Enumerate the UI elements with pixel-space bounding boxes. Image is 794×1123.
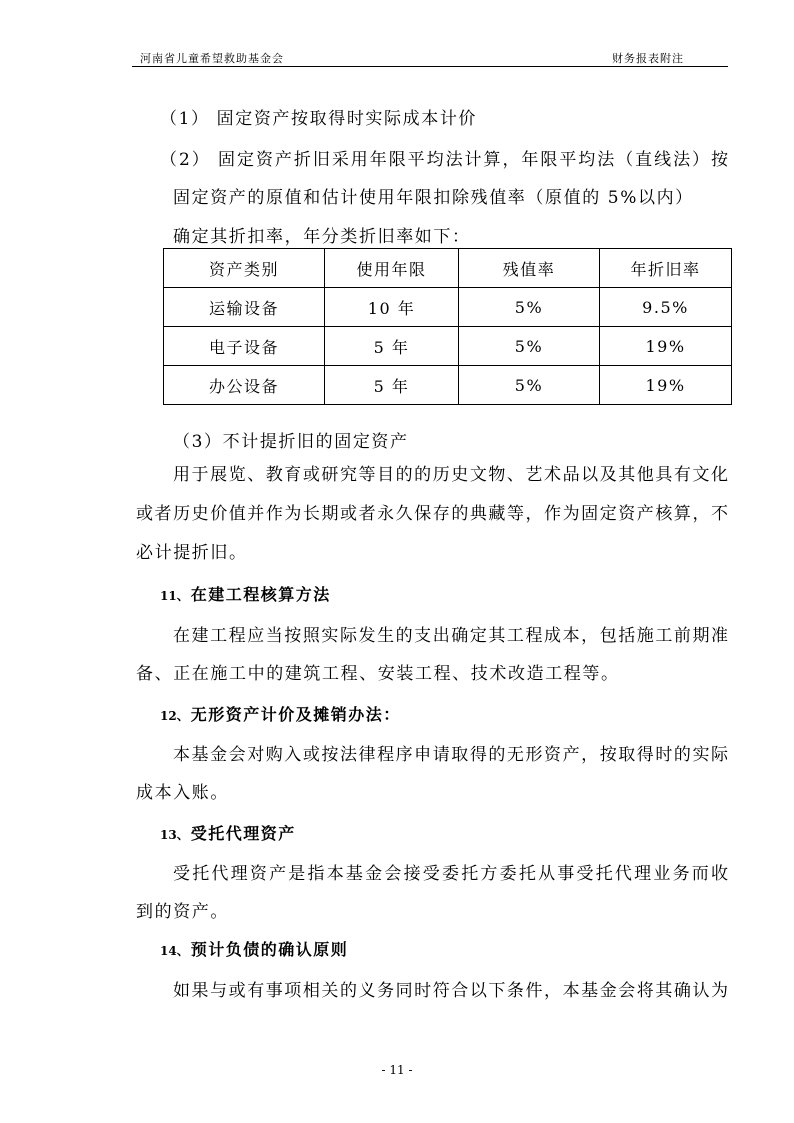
table-header-cell: 年折旧率 — [600, 249, 732, 288]
table-row — [164, 366, 732, 405]
section-13-heading — [160, 821, 296, 844]
section-number: 12、 — [160, 709, 189, 723]
table-cell: 运输设备 — [164, 288, 325, 327]
table-cell: 10 年 — [325, 288, 459, 327]
table-cell: 电子设备 — [164, 327, 325, 366]
section-title: 预计负债的确认原则 — [190, 940, 349, 959]
section-13-line-1: 受托代理资产是指本基金会接受委托方委托从事受托代理业务而收 — [173, 864, 728, 884]
table-header-cell: 残值率 — [459, 249, 600, 288]
depreciation-rate-table — [163, 248, 732, 405]
table-cell: 19% — [600, 327, 732, 366]
table-header-cell: 使用年限 — [325, 249, 459, 288]
table-row — [164, 288, 732, 327]
table-cell: 5% — [459, 327, 600, 366]
section-title: 受托代理资产 — [190, 824, 296, 843]
page-number: - 11 - — [381, 1063, 413, 1077]
item-3: （3）不计提折旧的固定资产 — [173, 432, 409, 452]
table-cell: 19% — [600, 366, 732, 405]
table-row — [164, 327, 732, 366]
section-12-line-1: 本基金会对购入或按法律程序申请取得的无形资产，按取得时的实际 — [173, 745, 728, 765]
section-12-heading — [160, 702, 401, 725]
item-2-line-1: （2） 固定资产折旧采用年限平均法计算，年限平均法（直线法）按 — [160, 150, 728, 170]
table-cell: 5% — [459, 288, 600, 327]
section-12-line-2: 成本入账。 — [136, 783, 229, 803]
item-3-text-line-3: 必计提折旧。 — [136, 543, 248, 563]
section-14-heading — [160, 937, 348, 960]
section-number: 14、 — [160, 944, 189, 958]
section-number: 13、 — [160, 828, 189, 842]
item-2-line-3: 确定其折扣率，年分类折旧率如下： — [173, 227, 471, 247]
item-2-line-2: 固定资产的原值和估计使用年限扣除残值率（原值的 5%以内） — [173, 188, 694, 208]
section-13-line-2: 到的资产。 — [136, 902, 229, 922]
table-header-row — [164, 249, 732, 288]
header-organization: 河南省儿童希望救助基金会 — [140, 52, 284, 65]
table-header-cell: 资产类别 — [164, 249, 325, 288]
section-11-line-2: 备、正在施工中的建筑工程、安装工程、技术改造工程等。 — [136, 664, 620, 684]
item-1: （1） 固定资产按取得时实际成本计价 — [160, 109, 478, 129]
table-cell: 5 年 — [325, 327, 459, 366]
page-header — [132, 48, 728, 67]
section-14-line-1: 如果与或有事项相关的义务同时符合以下条件，本基金会将其确认为 — [173, 981, 728, 1001]
section-title: 在建工程核算方法 — [190, 585, 331, 604]
header-report-title: 财务报表附注 — [612, 52, 684, 65]
table-cell: 办公设备 — [164, 366, 325, 405]
section-title: 无形资产计价及摊销办法： — [190, 705, 401, 724]
item-3-text-line-2: 或者历史价值并作为长期或者永久保存的典藏等，作为固定资产核算，不 — [136, 504, 728, 524]
table-cell: 5 年 — [325, 366, 459, 405]
table-cell: 5% — [459, 366, 600, 405]
section-number: 11、 — [160, 589, 189, 603]
item-3-text-line-1: 用于展览、教育或研究等目的的历史文物、艺术品以及其他具有文化 — [173, 465, 728, 485]
section-11-heading — [160, 582, 331, 605]
section-11-line-1: 在建工程应当按照实际发生的支出确定其工程成本，包括施工前期准 — [173, 626, 728, 646]
table-cell: 9.5% — [600, 288, 732, 327]
